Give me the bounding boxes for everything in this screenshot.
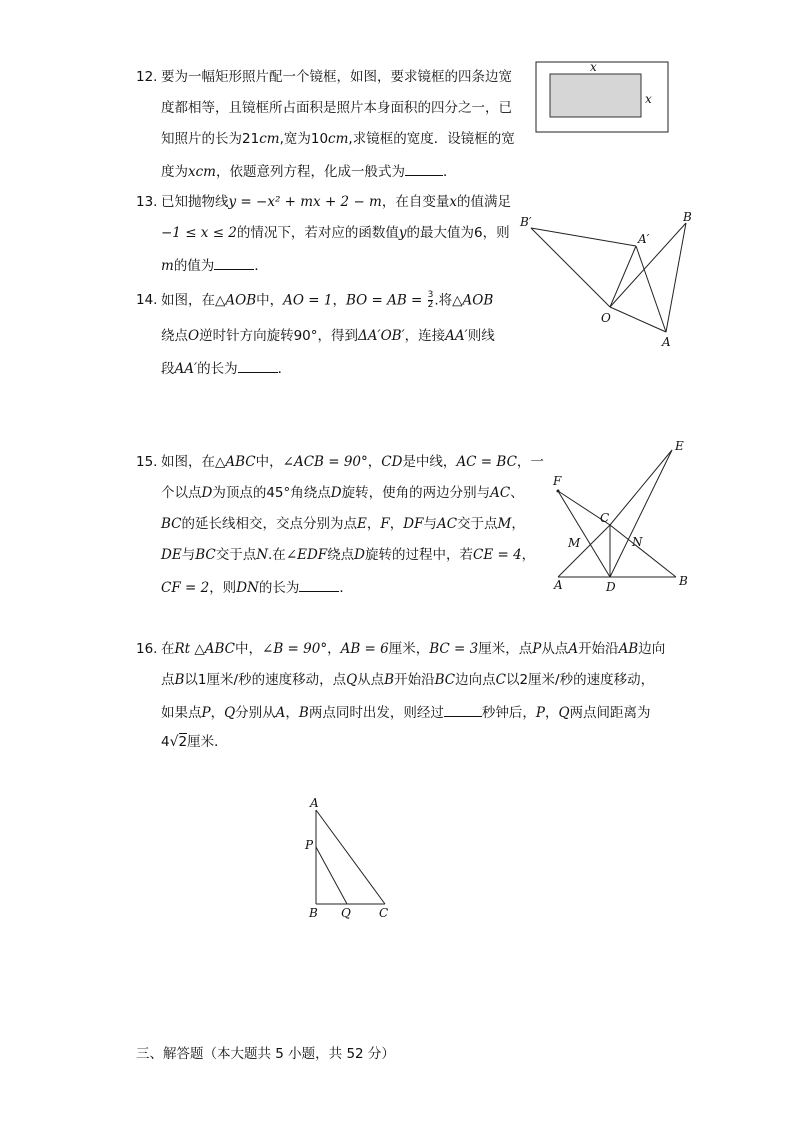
q14-text: .将 — [434, 292, 453, 309]
q15-math: DE — [161, 547, 182, 563]
q15-math: E — [357, 516, 367, 532]
q14-text: 如图，在 — [161, 292, 215, 309]
q12-unit: cm — [259, 131, 280, 147]
label-B: B — [679, 574, 688, 588]
q15-math: D — [330, 485, 342, 501]
photo-rect — [550, 74, 641, 117]
q15-math: AC — [490, 485, 511, 501]
label-A: A — [554, 578, 563, 592]
q13-text: 已知抛物线 — [161, 194, 229, 210]
q13-text: ，则 — [482, 225, 510, 241]
question-13-line-1 — [161, 193, 511, 211]
q12-text: ,求镜框的宽度．设镜框的宽 — [348, 131, 515, 147]
q15-math: F — [380, 516, 390, 532]
q15-text: 如图，在 — [161, 454, 215, 470]
q16-math: A — [568, 641, 579, 657]
q16-text: ， — [285, 705, 299, 721]
question-12-line-3 — [161, 130, 515, 148]
q15-text: 交于点 — [457, 516, 498, 532]
label-C: C — [600, 511, 610, 525]
segment-A-C — [558, 525, 610, 577]
q16-number: 4 — [161, 734, 170, 750]
figure-label-x-right: x — [645, 92, 652, 106]
label-O: O — [601, 311, 611, 325]
question-12-line-1 — [161, 68, 512, 86]
q15-math: N — [256, 547, 269, 563]
figure-label-x-top: x — [590, 60, 597, 74]
q15-math: 45° — [266, 485, 291, 501]
question-15-line-2 — [161, 484, 524, 502]
q12-text: 度为 — [161, 164, 188, 180]
q15-math: AC — [436, 516, 458, 532]
q14-text: 的长为 — [197, 361, 238, 377]
question-12-line-2 — [161, 99, 512, 117]
question-16-triangle-figure — [300, 795, 410, 925]
q14-text: 则线 — [467, 328, 495, 344]
q15-text: 是中线， — [402, 454, 457, 470]
fraction-numerator: 3 — [427, 290, 434, 300]
q13-text: 的值为 — [173, 258, 215, 274]
q12-number: 10 — [310, 131, 329, 147]
segment-D-F — [558, 491, 610, 577]
sqrt-radicand: 2 — [178, 734, 188, 750]
q14-text: ， — [332, 292, 346, 309]
q16-text: 以 — [505, 672, 520, 688]
q16-text: 厘米/秒的速度移动，点 — [206, 672, 347, 688]
q16-text: 厘米， — [388, 641, 430, 657]
segment-A-C — [316, 810, 385, 904]
q13-text: ，在自变量 — [381, 194, 450, 210]
q15-math: AC = BC — [456, 454, 517, 470]
q16-text: 开始沿 — [578, 641, 619, 657]
q16-text: 边向点 — [455, 672, 496, 688]
answer-blank[interactable] — [238, 358, 278, 373]
q16-text: 在 — [161, 641, 175, 657]
segment-A-B — [666, 223, 686, 332]
q15-math: BC — [161, 516, 182, 532]
label-Ap: A′ — [638, 232, 650, 246]
segment-O-A — [610, 307, 666, 332]
q16-math: Rt △ABC — [174, 641, 236, 657]
q15-math: CF = 2 — [161, 580, 210, 596]
q12-text: 要为一幅矩形照片配一个镜框，如图，要求镜框的四条边宽 — [161, 69, 512, 85]
q15-text: 中， — [255, 454, 283, 470]
q16-text: 分别从 — [235, 705, 276, 721]
label-C: C — [379, 906, 389, 920]
q14-math: AA′ — [174, 361, 198, 377]
q16-math: BC — [434, 672, 456, 688]
q16-math: B — [174, 672, 185, 688]
q15-text: 角绕点 — [290, 485, 331, 501]
q14-text: ，连接 — [404, 328, 446, 344]
q16-text: 从点 — [357, 672, 385, 688]
question-15-line-5 — [161, 577, 353, 597]
q15-math: CD — [381, 454, 403, 470]
question-16-number: 16. — [136, 641, 158, 657]
q16-math: B — [298, 705, 309, 721]
label-Q: Q — [341, 906, 351, 920]
q16-text: 厘米，点 — [478, 641, 533, 657]
q16-math: B — [384, 672, 395, 688]
q16-math: AB — [618, 641, 639, 657]
q16-text: 两点间距离为 — [569, 705, 651, 721]
question-15-number: 15. — [136, 454, 158, 470]
question-15-line-3 — [161, 515, 525, 533]
q15-text: ， — [367, 454, 382, 470]
q12-text: ． — [442, 164, 457, 180]
q15-math: D — [201, 485, 213, 501]
q15-text: ，一 — [516, 454, 544, 470]
q13-text: 的值满足 — [456, 194, 511, 210]
q14-text: 中， — [256, 292, 284, 309]
q16-math: Q — [346, 672, 358, 688]
q15-text: 旋转的过程中，若 — [365, 547, 473, 563]
label-M: M — [568, 536, 581, 550]
q15-math: △ABC — [215, 454, 256, 470]
q16-text: ， — [544, 705, 559, 721]
q16-number: 2 — [519, 672, 529, 688]
q15-text: .在 — [268, 547, 286, 563]
q12-text: ，依题意列方程，化成一般式为 — [215, 164, 405, 180]
q16-math: P — [532, 641, 542, 657]
q16-number: 1 — [197, 672, 207, 688]
q14-text: 绕点 — [161, 328, 188, 344]
question-14-line-2 — [161, 327, 495, 345]
q13-number: 6 — [474, 225, 483, 241]
q14-math: AO = 1 — [283, 292, 333, 309]
q16-text: 以 — [184, 672, 198, 688]
q12-variable: xcm — [188, 164, 216, 180]
q16-text: 如果点 — [161, 705, 202, 721]
q16-math: A — [275, 705, 286, 721]
q15-math: M — [497, 516, 512, 532]
q14-math: △AOB — [452, 292, 494, 309]
question-16-line-2 — [161, 671, 654, 689]
question-16-line-1 — [161, 640, 665, 658]
q16-text: 开始沿 — [394, 672, 435, 688]
fraction-denominator: 2 — [427, 300, 434, 310]
q14-text: ． — [277, 361, 292, 377]
q15-math: BC — [195, 547, 216, 563]
answer-blank[interactable] — [299, 577, 339, 592]
question-16-line-3 — [161, 702, 651, 722]
q16-math: ∠B = 90° — [262, 641, 328, 657]
q12-unit: cm — [328, 131, 349, 147]
q16-text: ， — [210, 705, 225, 721]
q16-text: 边向 — [638, 641, 666, 657]
q15-text: ． — [339, 580, 353, 596]
answer-blank[interactable] — [214, 255, 254, 270]
q15-text: 为顶点的 — [212, 485, 267, 501]
question-16-line-4 — [161, 733, 228, 751]
label-F: F — [553, 474, 562, 488]
q16-text: 中， — [235, 641, 263, 657]
q14-math: O — [188, 328, 200, 344]
section-heading: 三、解答题（本大题共 5 小题，共 52 分） — [136, 1046, 395, 1062]
question-12-number: 12. — [136, 69, 158, 85]
q14-math: ΔA′OB′ — [358, 328, 405, 344]
question-13-line-2 — [161, 224, 510, 242]
q14-math: BO = AB = — [345, 292, 423, 309]
q14-text: ，得到 — [317, 328, 359, 344]
q13-text: 的最大值为 — [406, 225, 475, 241]
q12-text: ,宽为 — [279, 131, 311, 147]
q16-math: P — [201, 705, 211, 721]
q15-text: ， — [521, 547, 536, 563]
q15-text: 、 — [510, 485, 524, 501]
segment-P-Q — [316, 847, 347, 904]
q12-text: 知照片的长为 — [161, 131, 242, 147]
q16-math: AB = 6 — [340, 641, 389, 657]
label-A: A — [310, 796, 319, 810]
question-14-rotation-figure — [515, 210, 695, 350]
q13-formula: y = −x² + mx + 2 − m — [228, 194, 382, 210]
q15-text: 旋转，使角的两边分别与 — [341, 485, 491, 501]
label-A: A — [662, 335, 671, 349]
answer-blank[interactable] — [405, 161, 443, 176]
q16-math: P — [535, 705, 545, 721]
q16-math: BC = 3 — [429, 641, 479, 657]
q16-text: 从点 — [541, 641, 569, 657]
q15-text: 与 — [181, 547, 196, 563]
q15-text: ， — [389, 516, 404, 532]
q14-text: 段 — [161, 361, 175, 377]
label-N: N — [632, 535, 643, 549]
q14-math: △AOB — [215, 292, 257, 309]
segment-A-Ap — [636, 246, 666, 332]
q15-math: ∠ACB = 90° — [282, 454, 368, 470]
q16-text: 点 — [161, 672, 175, 688]
answer-blank[interactable] — [444, 702, 482, 717]
q16-text: 厘米/秒的速度移动， — [528, 672, 655, 688]
q15-math: D — [354, 547, 365, 563]
q15-math: ∠EDF — [285, 547, 328, 563]
q15-math: DF — [403, 516, 424, 532]
q16-text: ， — [327, 641, 341, 657]
q13-variable: y — [398, 225, 407, 241]
question-15-line-4 — [161, 546, 535, 564]
q16-math: C — [495, 672, 506, 688]
question-14-line-3 — [161, 358, 291, 378]
q15-text: 个以点 — [161, 485, 202, 501]
question-14-number: 14. — [136, 292, 158, 308]
q16-text: 两点同时出发，则经过 — [308, 705, 444, 721]
q15-math: CE = 4 — [473, 547, 522, 563]
q15-text: ，则 — [209, 580, 237, 596]
question-13-number: 13. — [136, 194, 158, 210]
label-Bp: B′ — [520, 215, 532, 229]
q13-text: ． — [254, 258, 268, 274]
question-13-line-3 — [161, 255, 268, 275]
q16-text: 厘米． — [187, 734, 228, 750]
q13-inequality: −1 ≤ x ≤ 2 — [161, 225, 237, 241]
label-D: D — [606, 580, 616, 594]
question-12-line-4 — [161, 161, 456, 181]
q16-text: 秒钟后， — [481, 705, 536, 721]
q15-text: 绕点 — [327, 547, 355, 563]
q13-variable: m — [161, 258, 174, 274]
q14-math: AA′ — [445, 328, 468, 344]
q15-text: 与 — [423, 516, 437, 532]
q15-text: 的延长线相交，交点分别为点 — [181, 516, 358, 532]
q15-math: DN — [236, 580, 259, 596]
q13-variable: x — [449, 194, 457, 210]
q15-text: 交于点 — [215, 547, 257, 563]
q15-text: 的长为 — [258, 580, 300, 596]
q16-math: Q — [224, 705, 236, 721]
question-15-line-1 — [161, 453, 544, 471]
segment-C-B — [610, 525, 676, 577]
point-F — [557, 490, 560, 493]
segment-Ap-O — [610, 246, 636, 307]
q14-math: 90° — [293, 328, 318, 344]
sqrt-sign: √ — [169, 734, 179, 750]
q14-text: 逆时针方向旋转 — [199, 328, 294, 344]
question-12-frame-figure — [534, 58, 674, 138]
q15-text: ， — [511, 516, 525, 532]
question-15-triangle-figure — [548, 436, 698, 596]
q16-math: Q — [558, 705, 570, 721]
label-E: E — [675, 439, 684, 453]
q12-number: 21 — [242, 131, 260, 147]
question-14-line-1 — [161, 291, 493, 310]
q13-text: 的情况下，若对应的函数值 — [236, 225, 399, 241]
label-P: P — [305, 838, 314, 852]
fraction — [428, 291, 434, 310]
q15-text: ， — [366, 516, 381, 532]
label-B: B — [309, 906, 318, 920]
q12-text: 度都相等，且镜框所占面积是照片本身面积的四分之一，已 — [161, 100, 512, 116]
label-B: B — [683, 210, 692, 224]
